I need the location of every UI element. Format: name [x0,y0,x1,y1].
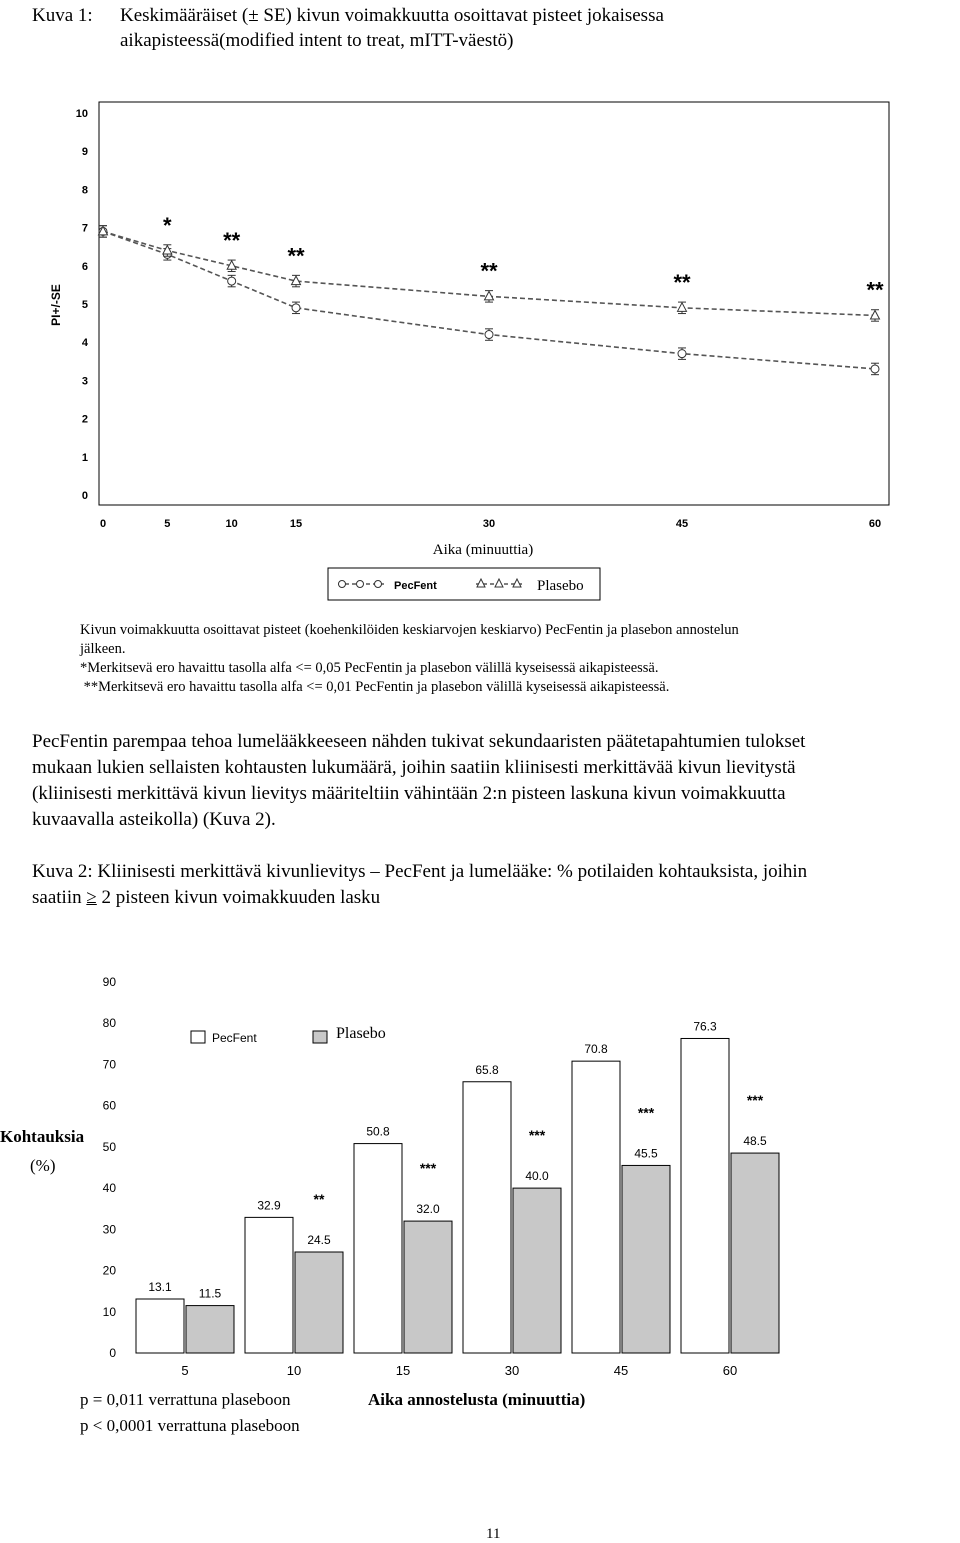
footnote-1: p = 0,011 verrattuna plaseboon [80,1390,291,1409]
figure1-caption-line1: Keskimääräiset (± SE) kivun voimakkuutta osoittavat pisteet jokaisessa [120,5,664,26]
y-tick-label: 8 [81,184,88,197]
bar-pecfent [463,1082,511,1353]
bar-pecfent [354,1144,402,1353]
bar-value-label: 45.5 [634,1146,658,1161]
x-tick-label: 0 [99,518,107,530]
legend-marker-circle [375,581,382,588]
significance-marker: *** [419,1160,437,1177]
x-axis-label: Aika (minuuttia) [432,542,534,558]
y-tick-label: 90 [102,975,116,989]
bar-plasebo [731,1153,779,1353]
y-tick-label: 0 [109,1346,116,1360]
x-tick-label: 60 [868,518,882,530]
bar-plasebo [622,1165,670,1353]
y-tick-label: 6 [81,260,88,273]
bar-value-label: 13.1 [148,1279,172,1294]
x-tick-label: 60 [722,1363,738,1378]
x-tick-label: 45 [675,518,689,530]
significance-marker: ** [313,1191,325,1208]
significance-marker: *** [746,1092,764,1109]
y-axis-label: PI+/-SE [49,284,63,326]
legend-label-plasebo: Plasebo [537,578,584,594]
data-point-triangle [678,303,687,312]
figure1-note-2: jälkeen. [80,641,126,657]
y-tick-label: 30 [102,1222,116,1237]
figure2-caption-line2a: saatiin [32,887,87,908]
bar-value-label: 70.8 [584,1042,608,1057]
plot-frame [99,102,889,505]
line-chart-legend [328,568,600,600]
bar-x-label: Aika annostelusta (minuuttia) [368,1390,586,1409]
significance-marker: ** [223,228,241,254]
significance-marker: ** [673,270,691,296]
body-line-1: PecFentin parempaa tehoa lumelääkkeeseen nähden tukivat sekundaaristen päätetapahtumien tulokset [32,731,806,752]
legend-label-pecfent: PecFent [394,580,437,592]
y-tick-label: 5 [81,299,88,311]
line-chart [0,95,960,605]
bar-chart [0,960,960,1380]
data-point-triangle [485,291,494,300]
legend-label-pecfent: PecFent [212,1031,257,1045]
figure1-note-4: **Merkitsevä ero havaittu tasolla alfa <= 0,01 PecFentin ja plasebon välillä kyseisessä aikapisteessä. [80,679,670,695]
x-tick-label: 5 [164,518,171,530]
bar-pecfent [136,1299,184,1353]
footnote-2: p < 0,0001 verrattuna plaseboon [80,1416,300,1435]
bar-value-label: 48.5 [743,1134,767,1149]
legend-marker-circle [357,581,364,588]
y-tick-label: 10 [75,108,88,120]
y-tick-label: 10 [102,1304,116,1319]
figure1-note-1: Kivun voimakkuutta osoittavat pisteet (koehenkilöiden keskiarvojen keskiarvo) PecFentin ja plasebon annostelun [80,622,739,638]
y-tick-label: 20 [102,1263,116,1278]
body-paragraph [32,729,958,833]
x-tick-label: 30 [504,1363,520,1378]
bar-y-label-2: (%) [30,1156,56,1175]
significance-marker: ** [866,277,884,303]
bar-value-label: 11.5 [198,1286,222,1301]
y-tick-label: 7 [81,222,88,235]
data-point-circle [871,365,879,373]
ge-symbol: ≥ [86,887,97,908]
x-tick-label: 10 [286,1363,302,1378]
bar-value-label: 40.0 [525,1169,549,1184]
figure2-caption [32,859,958,911]
figure2-caption-line2 [32,885,958,911]
y-tick-label: 50 [102,1139,116,1154]
x-tick-label: 5 [181,1363,189,1378]
figure1-note-3: *Merkitsevä ero havaittu tasolla alfa <= 0,05 PecFentin ja plasebon välillä kyseisessä aikapisteessä. [80,660,659,676]
y-tick-label: 70 [102,1057,116,1072]
legend-swatch-plasebo [313,1031,327,1043]
x-tick-label: 30 [482,518,496,530]
y-tick-label: 9 [81,146,88,159]
significance-marker: ** [480,258,498,284]
bar-value-label: 50.8 [366,1124,390,1139]
bar-pecfent [245,1217,293,1353]
x-tick-label: 45 [613,1363,629,1378]
bar-y-label-1: Kohtauksia [0,1127,85,1146]
y-tick-label: 1 [81,451,88,464]
bar-plasebo [513,1188,561,1353]
figure2-caption-line2b: 2 pisteen kivun voimakkuuden lasku [96,887,381,908]
y-tick-label: 3 [81,375,88,388]
legend-marker-circle [339,581,346,588]
y-tick-label: 2 [81,413,88,426]
body-line-4: kuvaavalla asteikolla) (Kuva 2). [32,809,276,830]
bar-plasebo [295,1252,343,1353]
bar-plasebo [404,1221,452,1353]
data-point-circle [678,350,686,358]
bar-value-label: 32.9 [257,1198,281,1213]
bar-plasebo [186,1306,234,1353]
bar-pecfent [572,1061,620,1353]
x-tick-label: 15 [289,518,303,530]
figure1-caption-label: Kuva 1: [32,5,93,26]
data-point-circle [292,304,300,312]
legend-label-plasebo: Plasebo [336,1025,386,1042]
y-tick-label: 60 [102,1098,116,1113]
body-line-2: mukaan lukien sellaisten kohtausten lukumäärä, joihin saatiin kliinisesti merkittävää kivun lievitystä [32,757,796,778]
bar-value-label: 76.3 [693,1019,717,1034]
body-line-3: (kliinisesti merkittävä kivun lievitys määriteltiin vähintään 2:n pisteen laskuna kivun voimakkuutta [32,783,786,804]
legend-swatch-pecfent [191,1031,205,1043]
figure2-caption-line1: Kuva 2: Kliinisesti merkittävä kivunlievitys – PecFent ja lumelääke: % potilaiden kohtauksista, joihin [32,861,808,882]
y-tick-label: 0 [81,490,88,502]
y-tick-label: 4 [81,337,88,350]
y-tick-label: 80 [102,1016,116,1031]
y-tick-label: 40 [102,1181,116,1196]
significance-marker: * [163,212,172,238]
bar-pecfent [681,1038,729,1353]
data-point-circle [228,277,236,285]
page-number: 11 [486,1526,501,1542]
figure1-caption-line2: aikapisteessä(modified intent to treat, mITT-väestö) [120,30,514,51]
significance-marker: *** [637,1104,655,1121]
bar-value-label: 32.0 [416,1202,440,1217]
x-tick-label: 15 [395,1363,411,1378]
bar-value-label: 65.8 [475,1062,499,1077]
significance-marker: *** [528,1127,546,1144]
significance-marker: ** [287,243,305,269]
bar-value-label: 24.5 [307,1233,331,1248]
data-point-triangle [163,246,172,255]
x-tick-label: 10 [225,518,238,530]
data-point-circle [485,331,493,339]
